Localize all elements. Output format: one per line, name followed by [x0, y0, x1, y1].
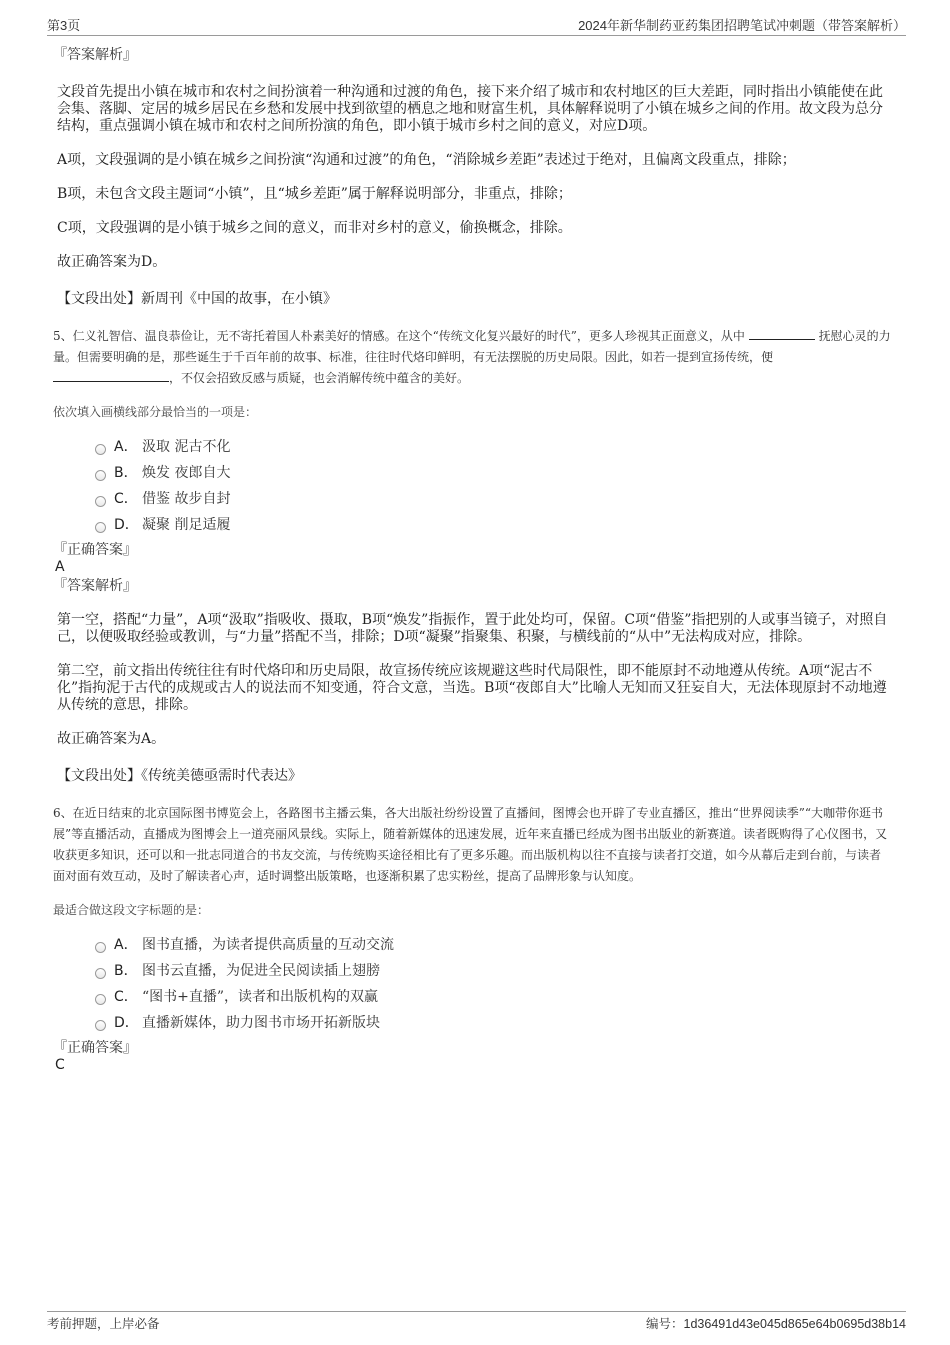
q6-option-a[interactable]: A． 图书直播，为读者提供高质量的互动交流	[95, 931, 892, 957]
q5-stem	[53, 326, 892, 389]
page-header	[47, 14, 906, 36]
q6-option-b[interactable]: B． 图书云直播，为促进全民阅读插上翅膀	[95, 957, 892, 983]
radio-button-icon[interactable]	[95, 496, 106, 507]
question-6	[53, 803, 892, 1073]
q5-conclusion: 故正确答案为A。	[57, 731, 166, 747]
q5-options	[95, 433, 892, 537]
q5-prompt: 依次填入画横线部分最恰当的一项是：	[53, 405, 258, 419]
radio-button-icon[interactable]	[95, 470, 106, 481]
q5-analysis-label: 『答案解析』	[53, 578, 137, 594]
page-number: 第3页	[47, 18, 81, 33]
radio-button-icon[interactable]	[95, 994, 106, 1005]
q4-analysis-para-4: C项，文段强调的是小镇于城乡之间的意义，而非对乡村的意义，偷换概念，排除。	[57, 220, 572, 236]
q5-blank-1	[749, 327, 815, 340]
q4-analysis-para-2: A项，文段强调的是小镇在城乡之间扮演“沟通和过渡”的角色，“消除城乡差距”表述过于绝对，且偏离文段重点，排除；	[57, 152, 796, 168]
q5-option-a[interactable]: A． 汲取 泥古不化	[95, 433, 892, 459]
q6-correct-label: 『正确答案』	[53, 1040, 137, 1056]
q5-source: 【文段出处】《传统美德亟需时代表达》	[57, 768, 302, 784]
q4-conclusion: 故正确答案为D。	[57, 254, 167, 270]
q5-option-b[interactable]: B． 焕发 夜郎自大	[95, 459, 892, 485]
footer-slogan: 考前押题，上岸必备	[47, 1317, 160, 1331]
q5-analysis-para-1: 第一空，搭配“力量”，A项“汲取”指吸收、摄取，B项“焕发”指振作，置于此处均可，保留。C项“借鉴”指把别的人或事当镜子，对照自己，以便吸取经验或教训，与“力量”搭配不当，排除；D项“凝聚”指聚集、积聚，与横线前的“从中”无法构成对应，排除。	[57, 612, 888, 645]
radio-button-icon[interactable]	[95, 1020, 106, 1031]
radio-button-icon[interactable]	[95, 942, 106, 953]
document-serial: 编号：1d36491d43e045d865e64b0695d38b14	[646, 1317, 906, 1331]
q5-correct-answer: A	[55, 559, 65, 575]
q5-option-c[interactable]: C． 借鉴 故步自封	[95, 485, 892, 511]
page-footer	[47, 1311, 906, 1332]
q5-blank-2	[53, 369, 169, 382]
q4-analysis-label: 『答案解析』	[53, 47, 137, 63]
q6-stem: 6、在近日结束的北京国际图书博览会上，各路图书主播云集，各大出版社纷纷设置了直播间，图博会也开辟了专业直播区，推出“世界阅读季”“大咖带你逛书展”等直播活动，直播成为图博会上一道亮丽风景线。实际上，随着新媒体的迅速发展，近年来直播已经成为图书出版业的新赛道。读者既购得了心仪图书，又收获更多知识，还可以和一批志同道合的书友交流，与传统购买途径相比有了更多乐趣。而出版机构以往不直接与读者打交道，如今从幕后走到台前，与读者面对面有效互动，及时了解读者心声，适时调整出版策略，也逐渐积累了忠实粉丝，提高了品牌形象与认知度。	[53, 806, 888, 883]
q5-option-d[interactable]: D． 凝聚 削足适履	[95, 511, 892, 537]
q6-correct-answer: C	[55, 1057, 65, 1073]
q4-analysis-para-3: B项，未包含文段主题词“小镇”，且“城乡差距”属于解释说明部分，非重点，排除；	[57, 186, 572, 202]
q5-stem-part3: ，不仅会招致反感与质疑，也会消解传统中蕴含的美好。	[169, 371, 470, 385]
q5-analysis-para-2: 第二空，前文指出传统往往有时代烙印和历史局限，故宣扬传统应该规避这些时代局限性，即不能原封不动地遵从传统。A项“泥古不化”指拘泥于古代的成规或古人的说法而不知变通，符合文意，当选。B项“夜郎自大”比喻人无知而又狂妄自大，无法体现原封不动地遵从传统的意思，排除。	[57, 663, 887, 713]
q6-prompt: 最适合做这段文字标题的是：	[53, 903, 210, 917]
q6-option-d[interactable]: D． 直播新媒体，助力图书市场开拓新版块	[95, 1009, 892, 1035]
q5-stem-part2: 抚慰心灵的力量。但需要明确的是，那些诞生于千百年前的故事、标准，往往时代烙印鲜明，有无法摆脱的历史局限。因此，如若一提到宣扬传统，便	[53, 329, 891, 364]
question-5	[53, 326, 892, 785]
q5-correct-label: 『正确答案』	[53, 542, 137, 558]
q5-stem-part1: 5、仁义礼智信、温良恭俭让，无不寄托着国人朴素美好的情感。在这个“传统文化复兴最好的时代”，更多人珍视其正面意义，从中	[53, 329, 745, 343]
radio-button-icon[interactable]	[95, 522, 106, 533]
q4-source: 【文段出处】新周刊《中国的故事，在小镇》	[57, 291, 337, 307]
q6-option-c[interactable]: C． “图书+直播”，读者和出版机构的双赢	[95, 983, 892, 1009]
page-content	[53, 44, 892, 1073]
q6-options	[95, 931, 892, 1035]
q4-analysis-para-1: 文段首先提出小镇在城市和农村之间扮演着一种沟通和过渡的角色，接下来介绍了城市和农村地区的巨大差距，同时指出小镇能使在此会集、落脚、定居的城乡居民在乡愁和发展中找到欲望的栖息之地和财富生机，具体解释说明了小镇在城乡之间的作用。故文段为总分结构，重点强调小镇在城市和农村之间所扮演的角色，即小镇于城市乡村之间的意义，对应D项。	[57, 84, 883, 134]
radio-button-icon[interactable]	[95, 444, 106, 455]
document-title: 2024年新华制药亚药集团招聘笔试冲刺题（带答案解析）	[578, 18, 906, 33]
radio-button-icon[interactable]	[95, 968, 106, 979]
